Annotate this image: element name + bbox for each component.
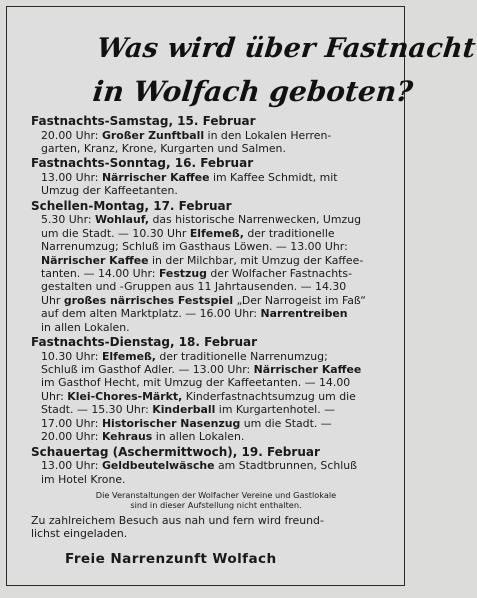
invitation-line: lichst eingeladen. bbox=[31, 527, 128, 541]
day-heading: Fastnachts-Sonntag, 16. Februar bbox=[31, 156, 254, 171]
event-text: in den Lokalen Herren- bbox=[204, 128, 332, 142]
program-line bbox=[31, 184, 411, 197]
event-name: Historischer Nasenzug bbox=[101, 416, 241, 430]
event-text: Umzug der Kaffeetanten. bbox=[41, 184, 178, 198]
event-name: Großer Zunftball bbox=[101, 128, 205, 142]
event-text: auf dem alten Marktplatz. — 16.00 Uhr: bbox=[41, 307, 261, 321]
event-text: 20.00 Uhr: bbox=[41, 430, 102, 444]
event-name: Elfemeß, bbox=[189, 226, 244, 240]
event-text: Uhr bbox=[41, 293, 64, 307]
announcement-frame bbox=[6, 6, 477, 586]
event-text: in allen Lokalen. bbox=[41, 320, 130, 334]
program-line bbox=[31, 307, 411, 320]
program-line bbox=[31, 254, 411, 267]
event-text: das historische Narrenwecken, Umzug bbox=[149, 213, 362, 227]
program-line bbox=[31, 171, 411, 184]
event-text: im Kurgartenhotel. — bbox=[215, 403, 336, 417]
event-name: Geldbeutelwäsche bbox=[101, 459, 215, 473]
event-text: um die Stadt. — 10.30 Uhr bbox=[41, 226, 190, 240]
event-text: Uhr: bbox=[41, 389, 68, 403]
event-text: im Kaffee Schmidt, mit bbox=[209, 171, 338, 184]
event-name: großes närrisches Festspiel bbox=[63, 293, 234, 307]
program-line bbox=[31, 403, 411, 416]
program-line bbox=[31, 213, 411, 226]
day-section bbox=[31, 156, 411, 197]
program-line bbox=[31, 430, 411, 443]
day-heading: Fastnachts-Dienstag, 18. Februar bbox=[31, 335, 258, 350]
footnote-line: sind in dieser Aufstellung nicht enthalten. bbox=[130, 499, 302, 510]
event-name: Närrischer Kaffee bbox=[253, 363, 362, 377]
event-text: Narrenumzug; Schluß im Gasthaus Löwen. — 13.00 Uhr: bbox=[41, 240, 348, 254]
program-line bbox=[31, 350, 411, 363]
signature: Freie Narrenzunft Wolfach bbox=[65, 550, 277, 567]
event-name: Narrentreiben bbox=[260, 307, 348, 321]
event-name: Klei-Chores-Märkt, bbox=[67, 389, 183, 403]
event-text: im Gasthof Hecht, mit Umzug der Kaffeetanten. — 14.00 bbox=[41, 376, 351, 390]
footnote-line: Die Veranstaltungen der Wolfacher Vereine und Gastlokale bbox=[95, 489, 337, 500]
program-line bbox=[31, 390, 411, 403]
event-text: um die Stadt. — bbox=[240, 416, 332, 430]
program-line bbox=[31, 417, 411, 430]
invitation-line: Zu zahlreichem Besuch aus nah und fern wird freund- bbox=[31, 513, 324, 527]
event-text: der traditionelle Narrenumzug; bbox=[155, 349, 328, 363]
event-text: garten, Kranz, Krone, Kurgarten und Salmen. bbox=[41, 142, 286, 155]
event-name: Elfemeß, bbox=[101, 349, 156, 363]
event-text: Kinderfastnachtsumzug um die bbox=[182, 389, 356, 403]
event-text: Schluß im Gasthof Adler. — 13.00 Uhr: bbox=[41, 363, 254, 377]
event-text: Stadt. — 15.30 Uhr: bbox=[41, 403, 153, 417]
event-text: 10.30 Uhr: bbox=[41, 349, 102, 363]
program-line bbox=[31, 267, 411, 280]
event-text: 20.00 Uhr: bbox=[41, 128, 102, 142]
program-line bbox=[31, 280, 411, 293]
event-text: tanten. — 14.00 Uhr: bbox=[41, 267, 159, 281]
day-section bbox=[31, 445, 411, 486]
day-section bbox=[31, 114, 411, 155]
event-text: am Stadtbrunnen, Schluß bbox=[214, 459, 358, 473]
event-text: 13.00 Uhr: bbox=[41, 171, 102, 184]
program-line bbox=[31, 459, 411, 472]
day-heading: Schauertag (Aschermittwoch), 19. Februar bbox=[31, 444, 320, 459]
event-text: gestalten und -Gruppen aus 11 Jahrtausenden. — 14.30 bbox=[41, 280, 347, 294]
headline-line-1: Was wird über Fastnacht bbox=[95, 33, 477, 64]
program-line bbox=[31, 129, 411, 142]
program-line bbox=[31, 363, 411, 376]
program-line bbox=[31, 240, 411, 253]
event-name: Kinderball bbox=[152, 403, 216, 417]
event-text: 13.00 Uhr: bbox=[41, 459, 102, 473]
program-line bbox=[31, 473, 411, 486]
event-name: Festzug bbox=[158, 267, 207, 281]
event-name: Wohlauf, bbox=[95, 213, 149, 227]
program-line bbox=[31, 227, 411, 240]
day-section bbox=[31, 335, 411, 443]
event-text: im Hotel Krone. bbox=[41, 472, 126, 486]
headline-line-2: in Wolfach geboten? bbox=[91, 75, 415, 108]
event-text: 17.00 Uhr: bbox=[41, 416, 102, 430]
program-line bbox=[31, 294, 411, 307]
footnote bbox=[31, 490, 411, 510]
program-line bbox=[31, 142, 411, 155]
event-text: 5.30 Uhr: bbox=[41, 213, 96, 227]
event-text: der traditionelle bbox=[243, 226, 335, 240]
event-text: in der Milchbar, mit Umzug der Kaffee- bbox=[148, 253, 364, 267]
day-heading: Fastnachts-Samstag, 15. Februar bbox=[31, 114, 256, 128]
day-heading: Schellen-Montag, 17. Februar bbox=[31, 198, 232, 213]
program-line bbox=[31, 321, 411, 334]
event-name: Kehraus bbox=[101, 430, 153, 444]
event-text: in allen Lokalen. bbox=[152, 430, 245, 444]
event-text: „Der Narrogeist im Faß“ bbox=[233, 293, 366, 307]
event-text: der Wolfacher Fastnachts- bbox=[206, 267, 352, 281]
event-name: Närrischer Kaffee bbox=[41, 253, 149, 267]
day-section bbox=[31, 199, 411, 334]
program-list bbox=[31, 113, 411, 566]
program-line bbox=[31, 376, 411, 389]
event-name: Närrischer Kaffee bbox=[101, 171, 210, 184]
invitation-text bbox=[31, 514, 411, 541]
